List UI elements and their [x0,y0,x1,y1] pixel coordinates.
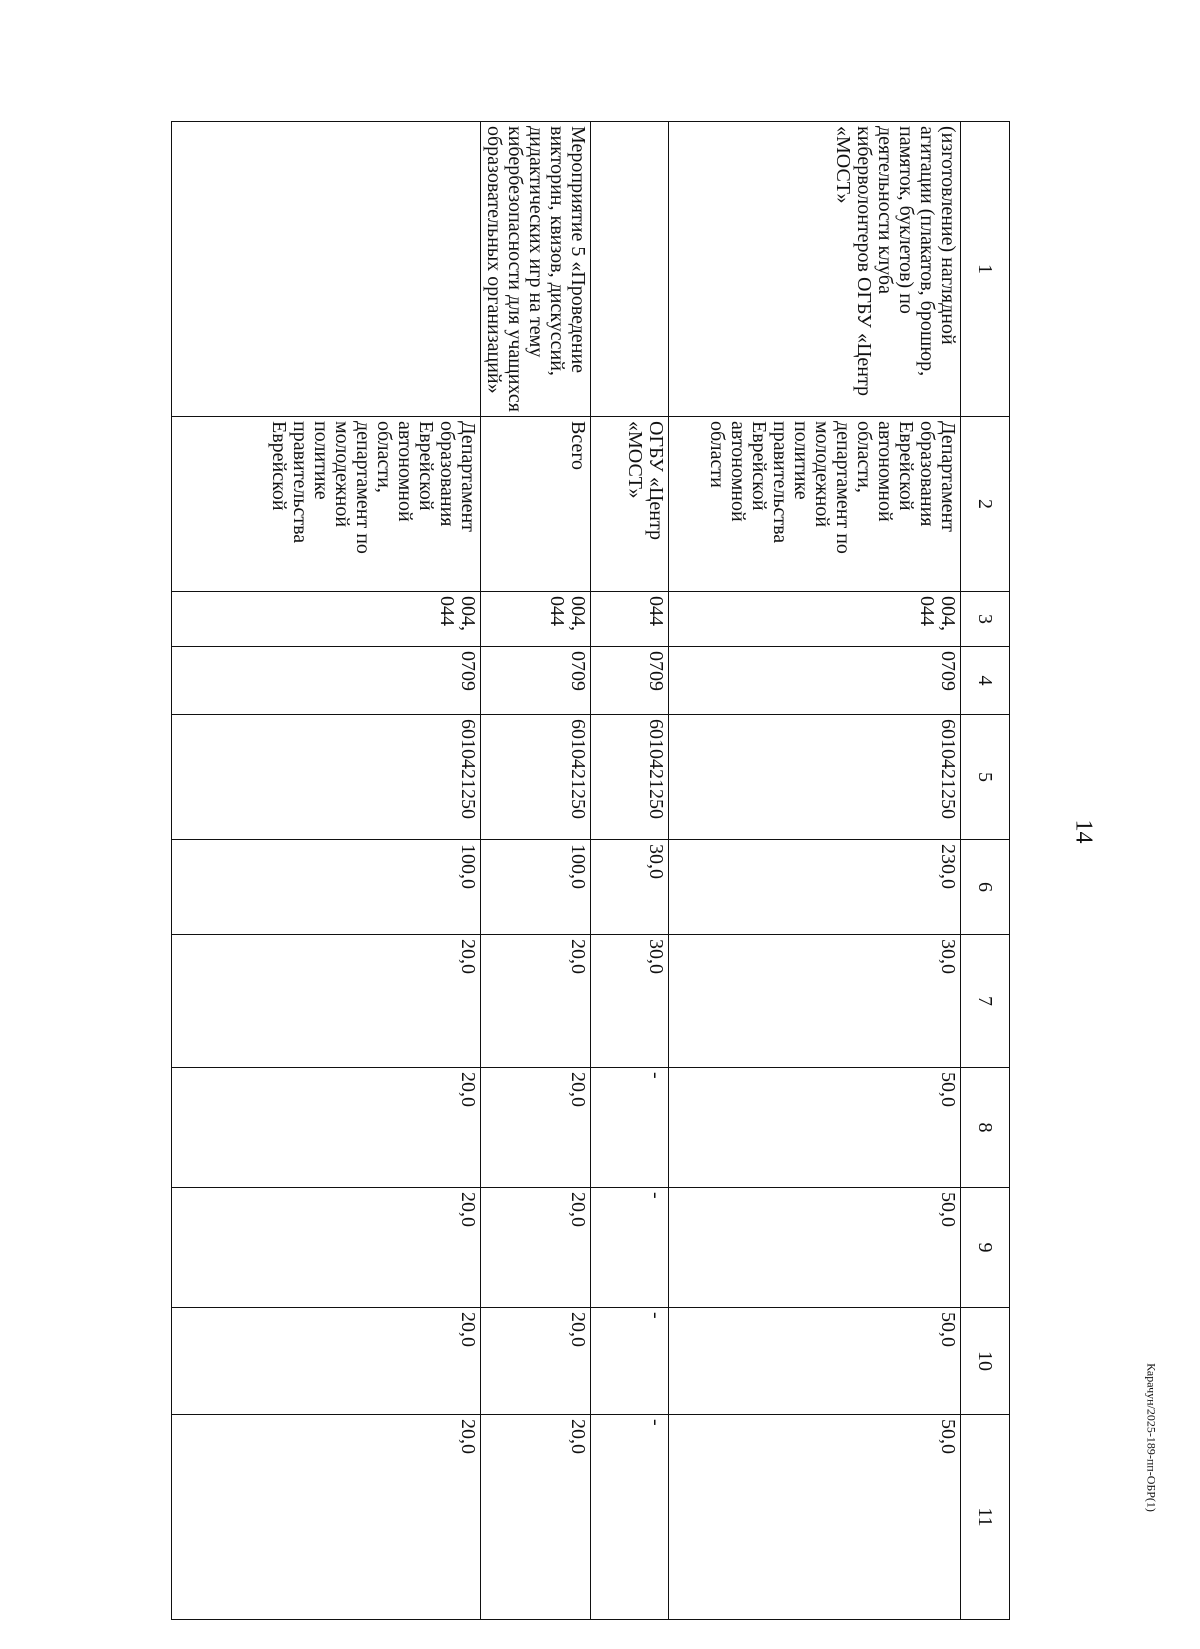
table-row [669,122,961,1620]
grbs-cell: 004, 044 [669,592,961,647]
year-value-cell: - [591,1415,669,1620]
table-row [591,122,669,1620]
header-cell: 2 [961,417,1010,592]
year-value-cell: 20,0 [481,1188,591,1308]
year-value-cell: - [591,1068,669,1188]
year-value-cell: 50,0 [669,1188,961,1308]
budget-table [171,121,1010,1620]
csr-cell: 6010421250 [172,715,481,840]
event-name-cell: Мероприятие 5 «Проведение викторин, квизов, дискуссий, дидактических игр на тему кибербезопасности для учащихся образовательных организаций» [481,122,591,417]
year-value-cell: - [591,1308,669,1415]
total-cell: 100,0 [172,840,481,935]
rz-cell: 0709 [591,647,669,715]
total-cell: 230,0 [669,840,961,935]
header-cell: 5 [961,715,1010,840]
header-cell: 8 [961,1068,1010,1188]
table-row [172,122,481,1620]
header-cell: 6 [961,840,1010,935]
rz-cell: 0709 [669,647,961,715]
year-value-cell: 50,0 [669,1415,961,1620]
grbs-cell: 044 [591,592,669,647]
grbs-cell: 004, 044 [481,592,591,647]
year-value-cell: 50,0 [669,1068,961,1188]
rz-cell: 0709 [172,647,481,715]
year-value-cell: 20,0 [172,1308,481,1415]
year-value-cell: 30,0 [669,935,961,1068]
event-name-cell: (изготовление) наглядной агитации (плакатов, брошюр, памяток, буклетов) по деятельности клуба киберволонтеров ОГБУ «Центр «МОСТ» [669,122,961,417]
header-cell: 3 [961,592,1010,647]
event-name-cell [172,122,481,417]
year-value-cell: - [591,1188,669,1308]
executor-cell: Департамент образования Еврейской автономной области, департамент по молодежной политике правительства Еврейской [172,417,481,592]
year-value-cell: 20,0 [172,1068,481,1188]
executor-cell: Департамент образования Еврейской автономной области, департамент по молодежной политике правительства Еврейской автономной области [669,417,961,592]
event-name-cell [591,122,669,417]
csr-cell: 6010421250 [669,715,961,840]
csr-cell: 6010421250 [481,715,591,840]
year-value-cell: 20,0 [481,1308,591,1415]
table-row [481,122,591,1620]
document-footer-code: Карачун/2025-189-пп-ОБР(1) [1144,1363,1159,1512]
page-number: 14 [1070,819,1097,844]
year-value-cell: 20,0 [172,1188,481,1308]
year-value-cell: 20,0 [172,935,481,1068]
header-cell: 4 [961,647,1010,715]
header-cell: 1 [961,122,1010,417]
executor-cell: Всего [481,417,591,592]
year-value-cell: 20,0 [172,1415,481,1620]
grbs-cell: 004, 044 [172,592,481,647]
csr-cell: 6010421250 [591,715,669,840]
executor-cell: ОГБУ «Центр «МОСТ» [591,417,669,592]
header-cell: 10 [961,1308,1010,1415]
header-row [961,122,1010,1620]
year-value-cell: 20,0 [481,1068,591,1188]
total-cell: 30,0 [591,840,669,935]
total-cell: 100,0 [481,840,591,935]
year-value-cell: 30,0 [591,935,669,1068]
year-value-cell: 50,0 [669,1308,961,1415]
header-cell: 11 [961,1415,1010,1620]
header-cell: 9 [961,1188,1010,1308]
year-value-cell: 20,0 [481,935,591,1068]
year-value-cell: 20,0 [481,1415,591,1620]
header-cell: 7 [961,935,1010,1068]
rz-cell: 0709 [481,647,591,715]
table-container [171,121,1010,1619]
